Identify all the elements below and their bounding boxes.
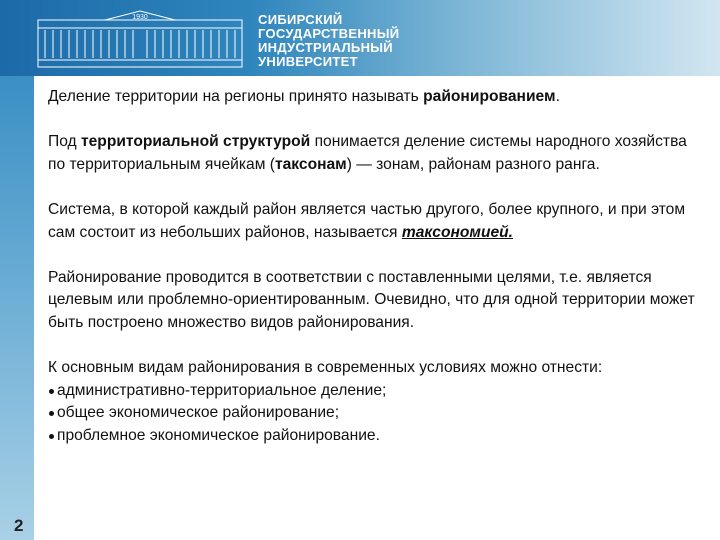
regionalization-types-list (48, 380, 698, 448)
text-segment: Деление территории на регионы принято называть (48, 88, 424, 105)
text-segment: понимается деление системы народного хозяйства по территориальным ячейкам ( (48, 133, 687, 173)
paragraph-taxonomy (48, 199, 698, 244)
paragraph-territorial-structure (48, 131, 698, 176)
list-item: административно-территориальное деление; (48, 380, 698, 403)
paragraph-regionalization (48, 86, 698, 109)
text-segment: . (555, 88, 560, 105)
text-segment: ) — зонам, районам разного ранга. (346, 155, 600, 173)
text-segment: Система, в которой каждый район является частью другого, более крупного, и при этом сам состоит из небольших районов, называется (48, 200, 686, 241)
university-name-line: СИБИРСКИЙ (258, 12, 343, 27)
list-item: проблемное экономическое районирование. (48, 425, 698, 448)
university-name-line: ИНДУСТРИАЛЬНЫЙ (258, 40, 393, 55)
university-name-line: УНИВЕРСИТЕТ (258, 54, 358, 69)
term-regionalization: районированием (423, 88, 556, 105)
university-name (258, 13, 399, 69)
header-banner (0, 0, 720, 76)
paragraph-regionalization-goals: Районирование проводится в соответствии с поставленными целями, т.е. является целевым или проблемно-ориентированным. Очевидно, что для одной территории может быть построено множество видов районирования. (48, 268, 695, 331)
term-territorial-structure: территориальной структурой (80, 133, 311, 151)
slide-number: 2 (14, 516, 24, 535)
slide-content (48, 86, 698, 448)
text-segment: Под (48, 133, 81, 151)
university-name-line: ГОСУДАРСТВЕННЫЙ (258, 26, 400, 41)
paragraph-types-intro: К основным видам районирования в современных условиях можно отнести: (48, 359, 603, 377)
list-item: общее экономическое районирование; (48, 402, 698, 425)
university-building-logo (35, 8, 245, 70)
term-taxonomy: таксономией. (401, 223, 514, 241)
term-taxon: таксонам (274, 155, 347, 173)
logo-year: 1930 (132, 14, 148, 21)
left-accent-bar (0, 76, 34, 540)
